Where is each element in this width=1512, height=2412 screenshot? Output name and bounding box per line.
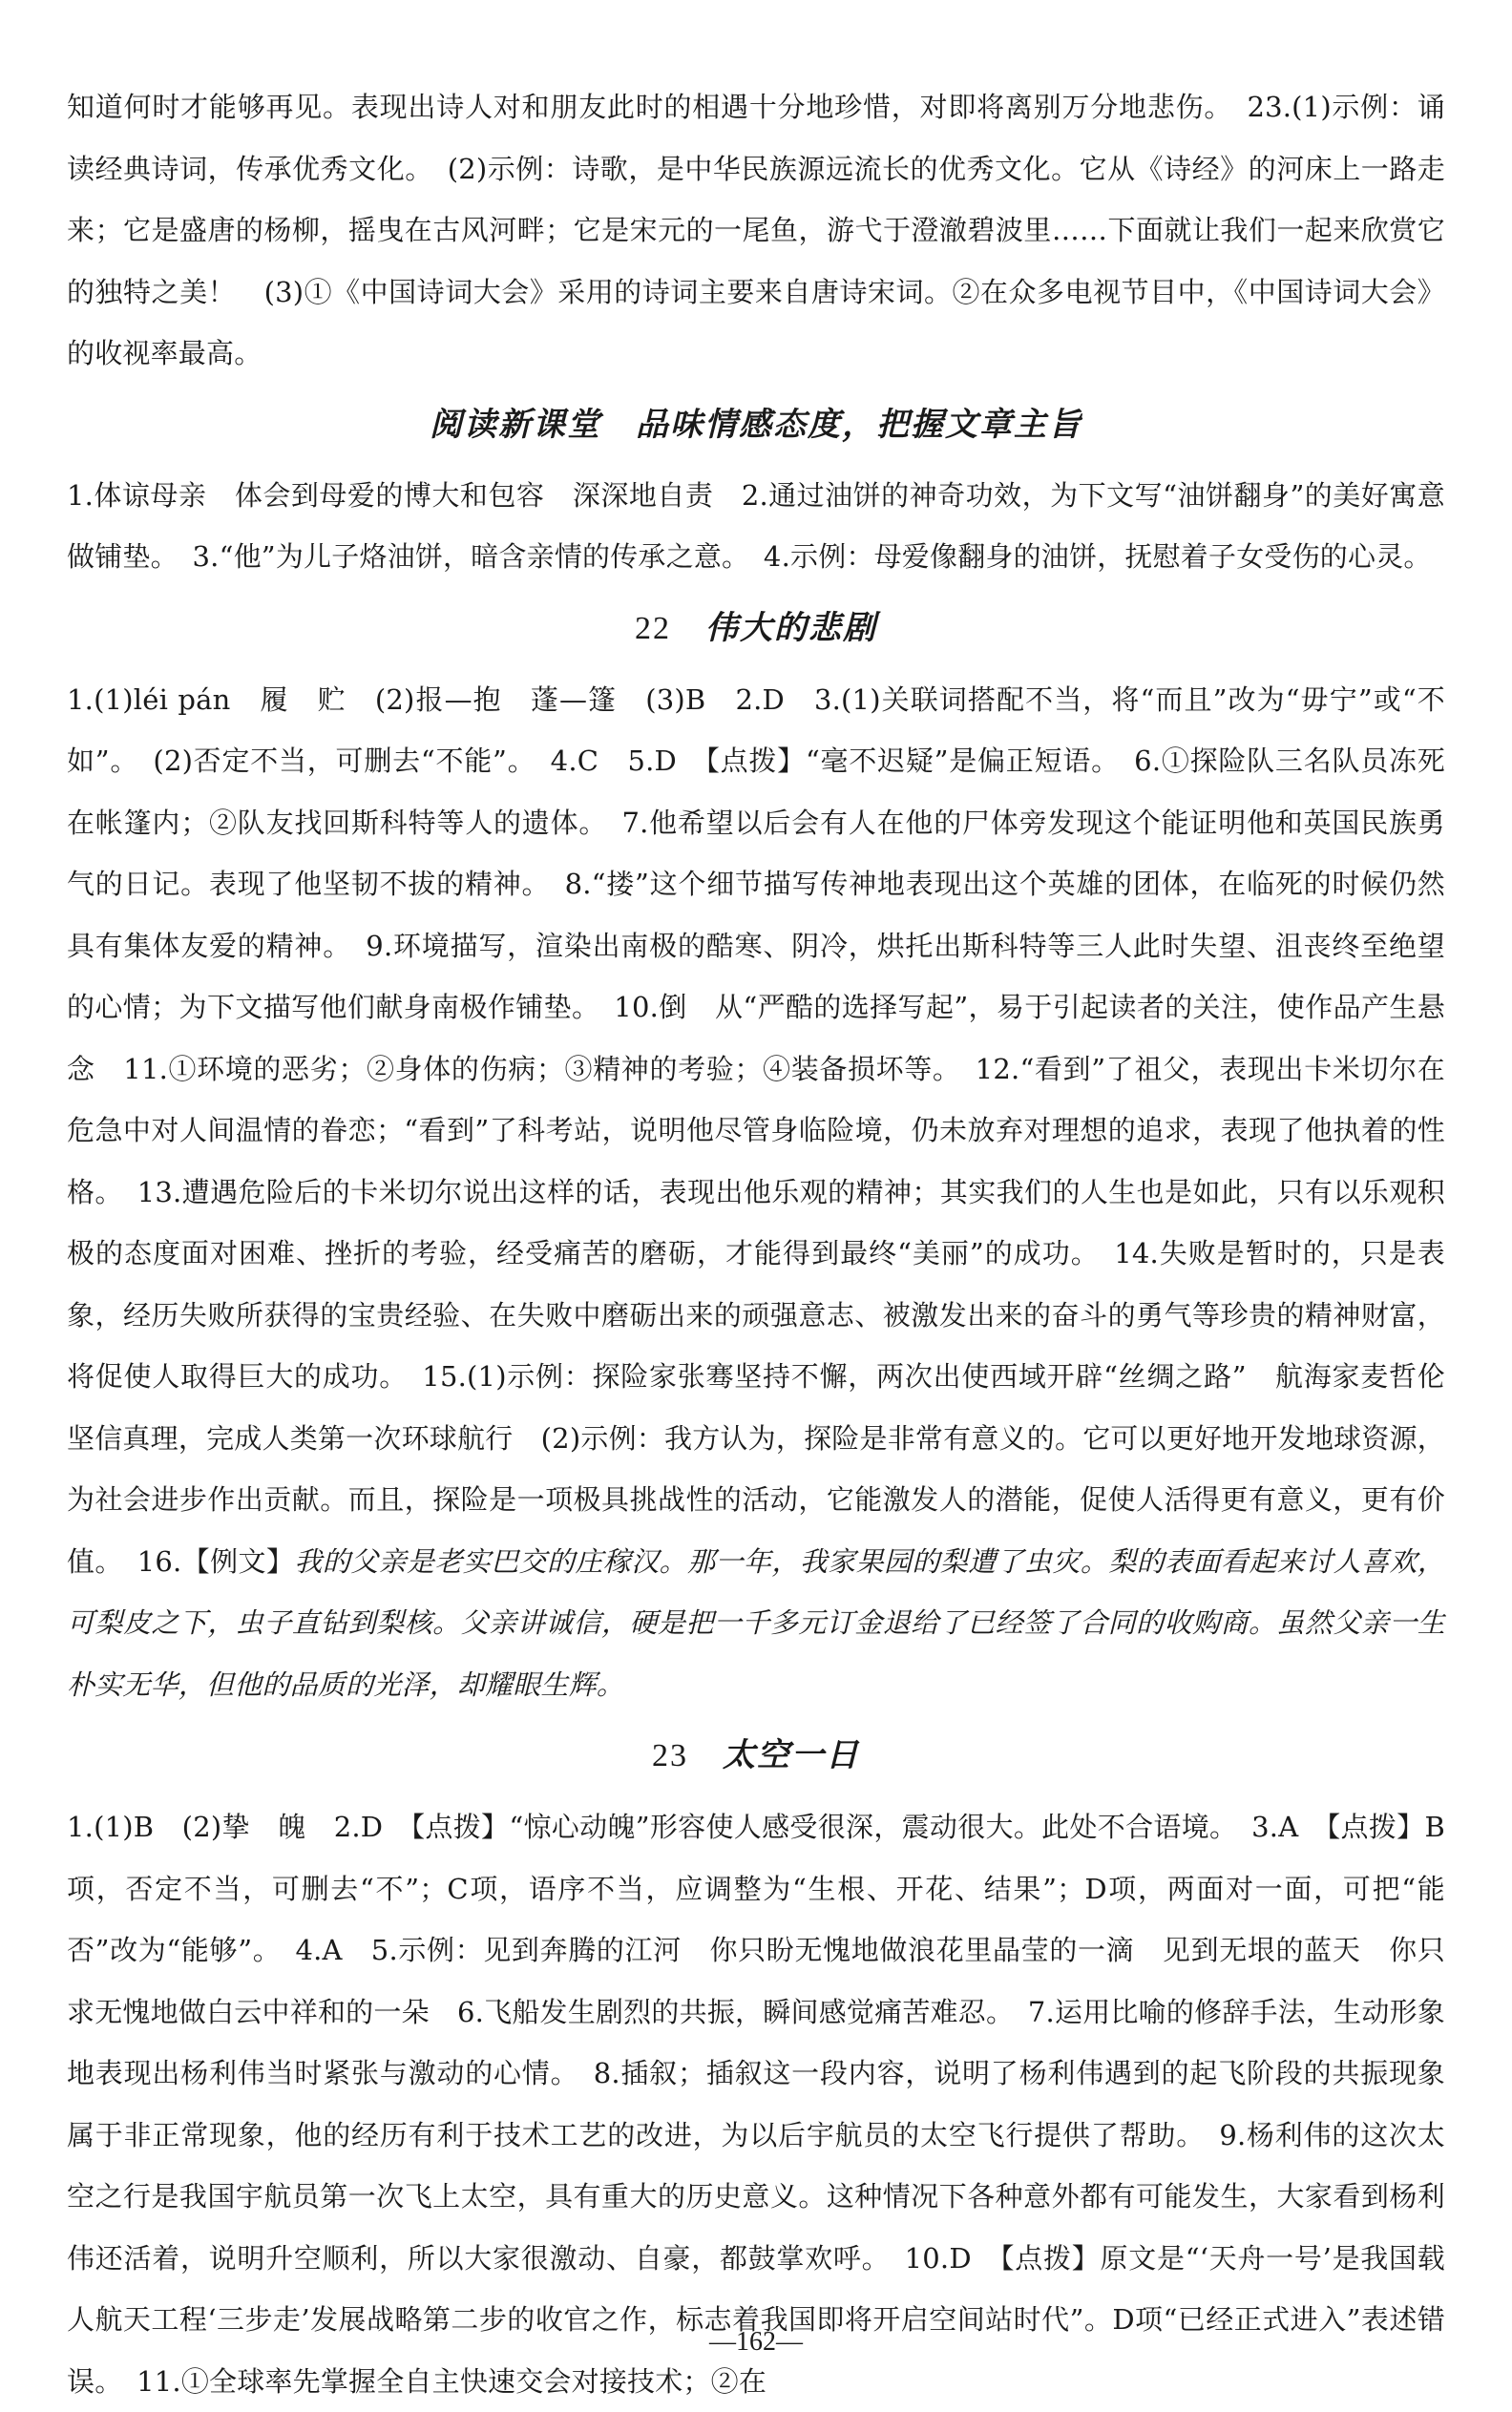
lesson-23-number: 23	[652, 1738, 688, 1773]
intro-paragraph: 知道何时才能够再见。表现出诗人对和朋友此时的相遇十分地珍惜，对即将离别万分地悲伤。 23.(1)示例：诵读经典诗词，传承优秀文化。 (2)示例：诗歌，是中华民族源远流长的优秀文化。它从《诗经》的河床上一路走来；它是盛唐的杨柳，摇曳在古风河畔；它是宋元的一尾鱼，游弋于澄澈碧波里……下面就让我们一起来欣赏它的独特之美！ (3)①《中国诗词大会》采用的诗词主要来自唐诗宋词。②在众多电视节目中，《中国诗词大会》的收视率最高。	[67, 91, 1445, 369]
reading-section-title: 阅读新课堂 品味情感态度，把握文章主旨	[430, 405, 1082, 444]
lesson-23-title: 太空一日	[723, 1736, 860, 1774]
lesson-22-essay: 我的父亲是老实巴交的庄稼汉。那一年，我家果园的梨遭了虫灾。梨的表面看起来讨人喜欢，可梨皮之下，虫子直钻到梨核。父亲讲诚信，硬是把一千多元订金退给了已经签了合同的收购商。虽然父亲一生朴实无华，但他的品质的光泽，却耀眼生辉。	[67, 1544, 1446, 1701]
lesson-22-title: 伟大的悲剧	[705, 608, 877, 647]
lesson-22-number: 22	[635, 610, 671, 646]
lesson-23-heading	[67, 1715, 1445, 1796]
lesson-22-heading	[67, 588, 1445, 669]
page-number: —162—	[709, 2327, 803, 2357]
lesson-23-body: 1.(1)B (2)挚 魄 2.D 【点拨】“惊心动魄”形容使人感受很深，震动很大。此处不合语境。 3.A 【点拨】B项，否定不当，可删去“不”；C项，语序不当，应调整为“生根、开花、结果”；D项，两面对一面，可把“能否”改为“能够”。 4.A 5.示例：见到奔腾的江河 你只盼无愧地做浪花里晶莹的一滴 见到无垠的蓝天 你只求无愧地做白云中祥和的一朵 6.飞船发生剧烈的共振，瞬间感觉痛苦难忍。 7.运用比喻的修辞手法，生动形象地表现出杨利伟当时紧张与激动的心情。 8.插叙；插叙这一段内容，说明了杨利伟遇到的起飞阶段的共振现象属于非正常现象，他的经历有利于技术工艺的改进，为以后宇航员的太空飞行提供了帮助。 9.杨利伟的这次太空之行是我国宇航员第一次飞上太空，具有重大的历史意义。这种情况下各种意外都有可能发生，大家看到杨利伟还活着，说明升空顺利，所以大家很激动、自豪，都鼓掌欢呼。 10.D 【点拨】原文是“‘天舟一号’是我国载人航天工程‘三步走’发展战略第二步的收官之作，标志着我国即将开启空间站时代”。D项“已经正式进入”表述错误。 11.①全球率先掌握全自主快速交会对接技术；②在	[67, 1811, 1445, 2398]
lesson-22-answers: 1.(1)léi pán 履 贮 (2)报—抱 蓬—篷 (3)B 2.D 3.(1)关联词搭配不当，将“而且”改为“毋宁”或“不如”。 (2)否定不当，可删去“不能”。 4.C 5.D 【点拨】“毫不迟疑”是偏正短语。 6.①探险队三名队员冻死在帐篷内；②队友找回斯科特等人的遗体。 7.他希望以后会有人在他的尸体旁发现这个能证明他和英国民族勇气的日记。表现了他坚韧不拔的精神。 8.“搂”这个细节描写传神地表现出这个英雄的团体，在临死的时候仍然具有集体友爱的精神。 9.环境描写，渲染出南极的酷寒、阴冷，烘托出斯科特等三人此时失望、沮丧终至绝望的心情；为下文描写他们献身南极作铺垫。 10.倒 从“严酷的选择写起”，易于引起读者的关注，使作品产生悬念 11.①环境的恶劣；②身体的伤病；③精神的考验；④装备损坏等。 12.“看到”了祖父，表现出卡米切尔在危急中对人间温情的眷恋；“看到”了科考站，说明他尽管身临险境，仍未放弃对理想的追求，表现了他执着的性格。 13.遭遇危险后的卡米切尔说出这样的话，表现出他乐观的精神；其实我们的人生也是如此，只有以乐观积极的态度面对困难、挫折的考验，经受痛苦的磨砺，才能得到最终“美丽”的成功。 14.失败是暂时的，只是表象，经历失败所获得的宝贵经验、在失败中磨砺出来的顽强意志、被激发出来的奋斗的勇气等珍贵的精神财富，将促使人取得巨大的成功。 15.(1)示例：探险家张骞坚持不懈，两次出使西域开辟“丝绸之路” 航海家麦哲伦坚信真理，完成人类第一次环球航行 (2)示例：我方认为，探险是非常有意义的。它可以更好地开发地球资源，为社会进步作出贡献。而且，探险是一项极具挑战性的活动，它能激发人的潜能，促使人活得更有意义，更有价值。 16.【例文】	[67, 682, 1445, 1578]
lesson-22-body	[67, 669, 1445, 1716]
reading-section-body: 1.体谅母亲 体会到母爱的博大和包容 深深地自责 2.通过油饼的神奇功效，为下文写“油饼翻身”的美好寓意做铺垫。 3.“他”为儿子烙油饼，暗含亲情的传承之意。 4.示例：母爱像翻身的油饼，抚慰着子女受伤的心灵。	[67, 478, 1445, 573]
